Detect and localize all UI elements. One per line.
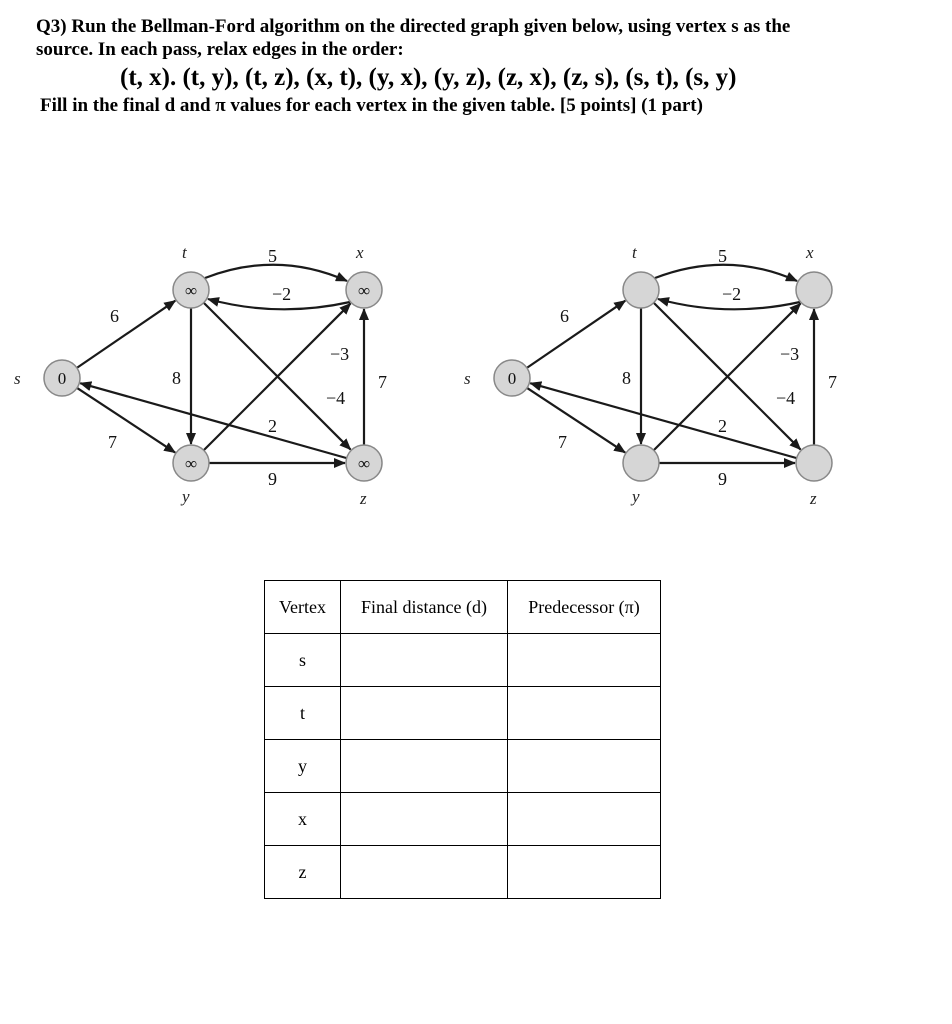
vertex-x-label: x bbox=[356, 243, 364, 262]
header-distance: Final distance (d) bbox=[341, 581, 508, 634]
vertex-z-value: ∞ bbox=[357, 454, 371, 473]
vertex-y-label: y bbox=[632, 487, 640, 506]
vertex-z bbox=[796, 445, 832, 481]
vertex-cell: y bbox=[265, 740, 341, 793]
weight-z-s: 2 bbox=[268, 416, 277, 436]
vertex-y bbox=[623, 445, 659, 481]
weight-t-y: 8 bbox=[622, 368, 631, 388]
graph-left bbox=[14, 243, 387, 508]
edge-t-x bbox=[205, 265, 347, 281]
vertex-s-value: 0 bbox=[507, 369, 517, 388]
predecessor-cell[interactable] bbox=[508, 846, 661, 899]
edge-s-t bbox=[527, 301, 625, 368]
distance-cell[interactable] bbox=[341, 740, 508, 793]
question-line-2: source. In each pass, relax edges in the order: bbox=[36, 39, 404, 60]
vertex-t-label: t bbox=[632, 243, 637, 262]
predecessor-cell[interactable] bbox=[508, 634, 661, 687]
edge-s-y bbox=[527, 388, 625, 453]
table-row bbox=[265, 846, 661, 899]
weight-t-z: −4 bbox=[776, 388, 796, 408]
vertex-z-label: z bbox=[360, 489, 367, 508]
table-row bbox=[265, 687, 661, 740]
weight-z-s: 2 bbox=[718, 416, 727, 436]
vertex-cell: s bbox=[265, 634, 341, 687]
weight-y-x: −3 bbox=[330, 344, 350, 364]
vertex-x bbox=[796, 272, 832, 308]
weight-z-x: 7 bbox=[828, 372, 837, 392]
vertex-x-value: ∞ bbox=[357, 281, 371, 300]
graph-right bbox=[464, 243, 837, 508]
table-row bbox=[265, 793, 661, 846]
table-header-row bbox=[265, 581, 661, 634]
vertex-t-label: t bbox=[182, 243, 187, 262]
weight-t-z: −4 bbox=[326, 388, 346, 408]
header-vertex: Vertex bbox=[265, 581, 341, 634]
weight-s-y: 7 bbox=[558, 432, 567, 452]
weight-t-x: 5 bbox=[718, 246, 727, 266]
vertex-z-label: z bbox=[810, 489, 817, 508]
header-predecessor: Predecessor (π) bbox=[508, 581, 661, 634]
weight-t-x: 5 bbox=[268, 246, 277, 266]
question-line-3: Fill in the final d and π values for each vertex in the given table. [5 points] (1 part) bbox=[40, 95, 703, 116]
predecessor-cell[interactable] bbox=[508, 793, 661, 846]
table-row bbox=[265, 634, 661, 687]
edge-s-y bbox=[77, 388, 175, 453]
weight-s-t: 6 bbox=[110, 306, 119, 326]
table-row bbox=[265, 740, 661, 793]
weight-z-x: 7 bbox=[378, 372, 387, 392]
distance-cell[interactable] bbox=[341, 793, 508, 846]
vertex-y-value: ∞ bbox=[184, 454, 198, 473]
edge-s-t bbox=[77, 301, 175, 368]
weight-x-t: −2 bbox=[722, 284, 742, 304]
answer-table bbox=[264, 580, 661, 899]
weight-s-y: 7 bbox=[108, 432, 117, 452]
weight-y-z: 9 bbox=[268, 469, 277, 489]
vertex-s-value: 0 bbox=[57, 369, 67, 388]
weight-t-y: 8 bbox=[172, 368, 181, 388]
weight-s-t: 6 bbox=[560, 306, 569, 326]
distance-cell[interactable] bbox=[341, 687, 508, 740]
distance-cell[interactable] bbox=[341, 634, 508, 687]
vertex-s-label: s bbox=[14, 369, 21, 388]
vertex-t-value: ∞ bbox=[184, 281, 198, 300]
weight-x-t: −2 bbox=[272, 284, 292, 304]
edge-z-s bbox=[530, 383, 796, 458]
vertex-s-label: s bbox=[464, 369, 471, 388]
vertex-t bbox=[623, 272, 659, 308]
edge-z-s bbox=[80, 383, 346, 458]
vertex-y-label: y bbox=[182, 487, 190, 506]
weight-y-z: 9 bbox=[718, 469, 727, 489]
predecessor-cell[interactable] bbox=[508, 740, 661, 793]
edge-t-x bbox=[655, 265, 797, 281]
distance-cell[interactable] bbox=[341, 846, 508, 899]
vertex-cell: x bbox=[265, 793, 341, 846]
edge-order: (t, x). (t, y), (t, z), (x, t), (y, x), (y, z), (z, x), (z, s), (s, t), (s, y) bbox=[120, 64, 737, 91]
vertex-cell: z bbox=[265, 846, 341, 899]
question-line-1: Q3) Run the Bellman-Ford algorithm on the directed graph given below, using vertex s as the bbox=[36, 16, 791, 37]
predecessor-cell[interactable] bbox=[508, 687, 661, 740]
vertex-cell: t bbox=[265, 687, 341, 740]
vertex-x-label: x bbox=[806, 243, 814, 262]
weight-y-x: −3 bbox=[780, 344, 800, 364]
